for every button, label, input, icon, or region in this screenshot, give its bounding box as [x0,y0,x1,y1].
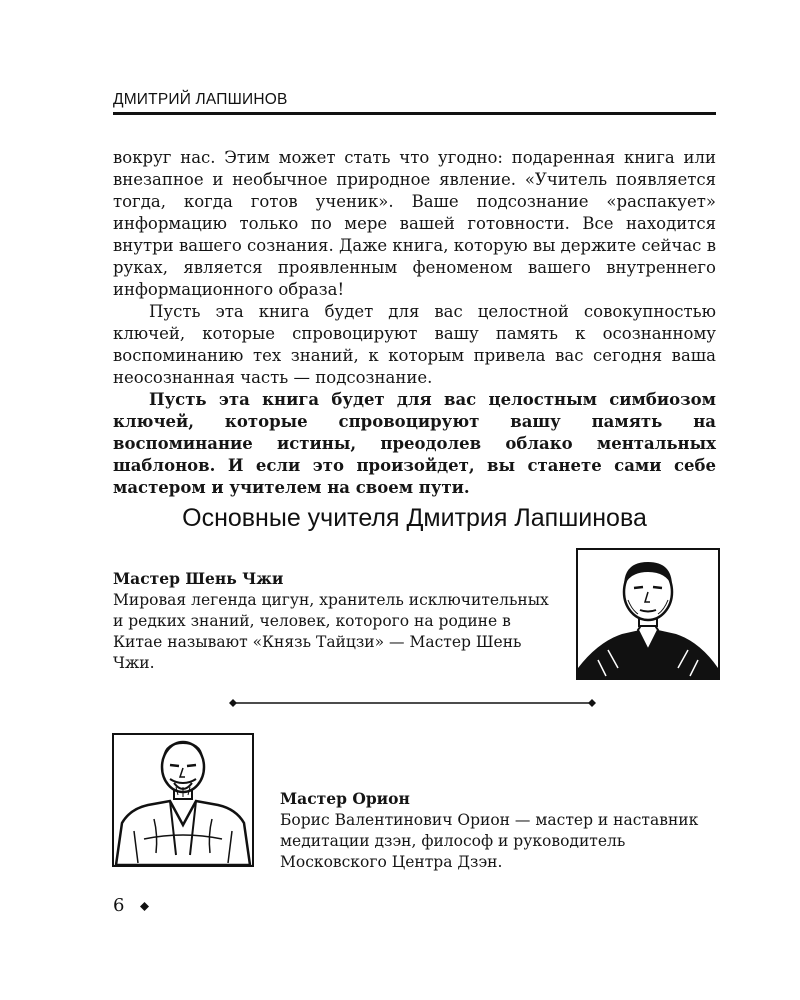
teacher-name: Мастер Шень Чжи [113,569,284,588]
paragraph-bold-emphasis: Пусть эта книга будет для вас целостным симбиозом ключей, которые спровоцируют вашу память на воспоминание истины, преодолев облако ментальных шаблонов. И если это произойдет, вы станете сами себе мастером и учителем на своем пути. [113,390,716,497]
running-header [113,90,716,115]
teacher-block-orion [280,788,717,873]
section-title: Основные учителя Дмитрия Лапшинова [182,504,647,532]
portrait-orion-drawing [114,735,252,865]
paragraph-continuation: вокруг нас. Этим может стать что угодно: подаренная книга или внезапное и необычное природное явление. «Учитель появляется тогда, когда готов ученик». Ваше подсознание «распакует» информацию только по мере вашей готовности. Все находится внутри вашего сознания. Даже книга, которую вы держите сейчас в руках, является проявленным феноменом вашего внутреннего информационного образа! [113,148,716,299]
header-author-name: ДМИТРИЙ ЛАПШИНОВ [113,91,288,108]
teacher-block-shen-zhi [113,568,553,674]
portrait-orion [112,733,254,867]
teacher-description: Мировая легенда цигун, хранитель исключительных и редких знаний, человек, которого на родине в Китае называют «Князь Тайцзи» — Мастер Шень Чжи. [113,591,549,672]
portrait-shen-zhi-drawing [578,550,718,678]
main-text [113,147,716,499]
diamond-ornament-icon [140,902,149,911]
teacher-name: Мастер Орион [280,789,410,808]
page-number: 6 [113,895,125,916]
teacher-description: Борис Валентинович Орион — мастер и наставник медитации дзэн, философ и руководитель Московского Центра Дзэн. [280,811,699,871]
portrait-shen-zhi [576,548,720,680]
section-divider [229,699,596,707]
paragraph-book-keys: Пусть эта книга будет для вас целостной совокупностью ключей, которые спровоцируют вашу память к осознанному воспоминанию тех знаний, к которым привела вас сегодня ваша неосознанная часть — подсознание. [113,302,716,387]
